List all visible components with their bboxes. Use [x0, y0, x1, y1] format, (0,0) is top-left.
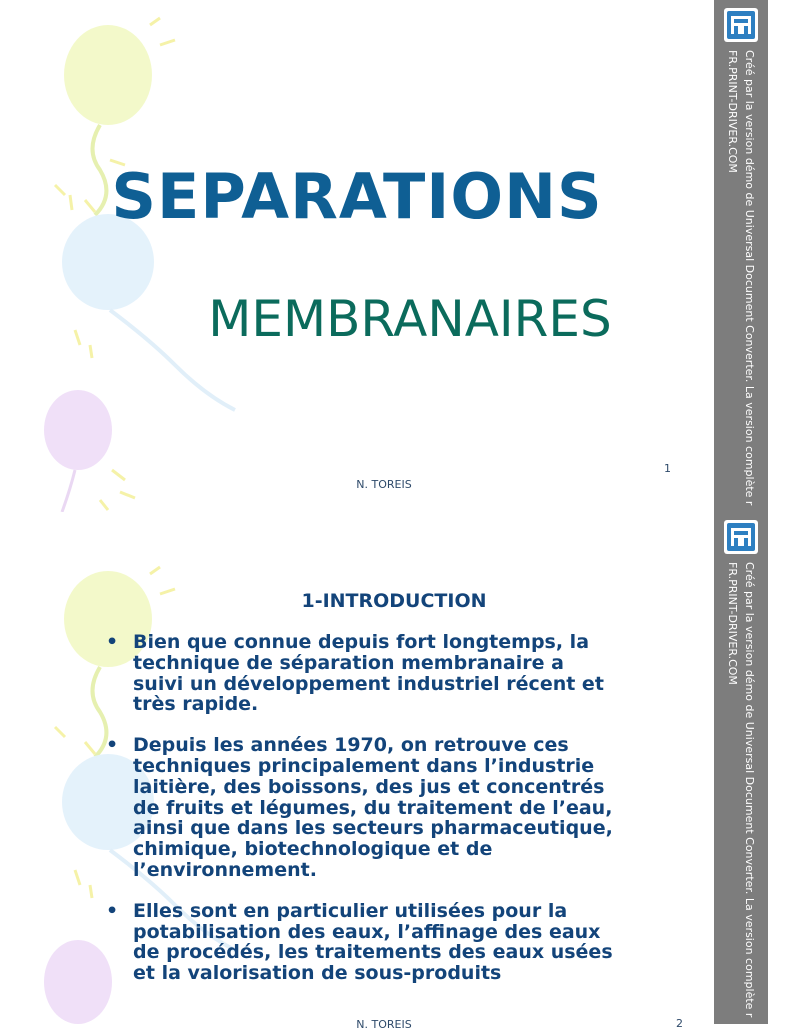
bullet-line: ainsi que dans les secteurs pharmaceutique,: [133, 817, 613, 840]
section-heading: 1-INTRODUCTION: [301, 590, 487, 612]
bullet-line: de procédés, les traitements des eaux usées: [133, 941, 613, 964]
bullet-line: techniques principalement dans l’industrie: [133, 754, 595, 777]
author-footer: N. TOREIS: [356, 478, 412, 491]
bullet-list: [104, 632, 704, 984]
converter-watermark-banner: [714, 512, 768, 1024]
watermark-link[interactable]: FR.PRINT-DRIVER.COM: [726, 50, 739, 173]
bullet-line: laitière, des boissons, des jus et concentrés: [133, 775, 605, 798]
printer-logo-icon: [724, 520, 758, 554]
bullet-line: et la valorisation de sous-produits: [133, 962, 502, 985]
bullet-dot-icon: •: [106, 899, 119, 922]
printer-logo-icon: [724, 8, 758, 42]
bullet-line: de fruits et légumes, du traitement de l’eau,: [133, 796, 613, 819]
bullet-dot-icon: •: [106, 734, 119, 757]
watermark-line-1: Créé par la version démo de Universal Document Converter. La version complète r: [743, 50, 756, 506]
watermark-text: [724, 50, 758, 505]
slide-title: SEPARATIONS: [111, 160, 603, 233]
converter-watermark-banner: [714, 0, 768, 512]
page-number: 1: [664, 462, 671, 475]
bullet-line: très rapide.: [133, 693, 259, 716]
bullet-item: [104, 632, 704, 715]
bullet-item: [104, 901, 704, 984]
bullet-line: potabilisation des eaux, l’affinage des eaux: [133, 920, 601, 943]
bullet-line: Bien que connue depuis fort longtemps, la: [133, 631, 590, 653]
balloon-decoration-icon: [0, 0, 240, 512]
bullet-line: Elles sont en particulier utilisées pour la: [133, 899, 568, 922]
bullet-line: l’environnement.: [133, 858, 317, 881]
watermark-line-1: Créé par la version démo de Universal Document Converter. La version complète r: [743, 562, 756, 1018]
watermark-text: [724, 562, 758, 1017]
slide-subtitle: MEMBRANAIRES: [208, 290, 612, 348]
bullet-line: Depuis les années 1970, on retrouve ces: [133, 734, 569, 757]
bullet-line: chimique, biotechnologique et de: [133, 838, 493, 861]
slide-1: [0, 0, 714, 512]
watermark-link[interactable]: FR.PRINT-DRIVER.COM: [726, 562, 739, 685]
bullet-item: [104, 735, 704, 881]
slide-2: [0, 512, 714, 1031]
author-footer: N. TOREIS: [356, 1018, 412, 1031]
page-number: 2: [676, 1017, 683, 1030]
bullet-line: suivi un développement industriel récent et: [133, 672, 604, 695]
bullet-line: technique de séparation membranaire a: [133, 651, 564, 674]
bullet-dot-icon: •: [106, 631, 119, 653]
